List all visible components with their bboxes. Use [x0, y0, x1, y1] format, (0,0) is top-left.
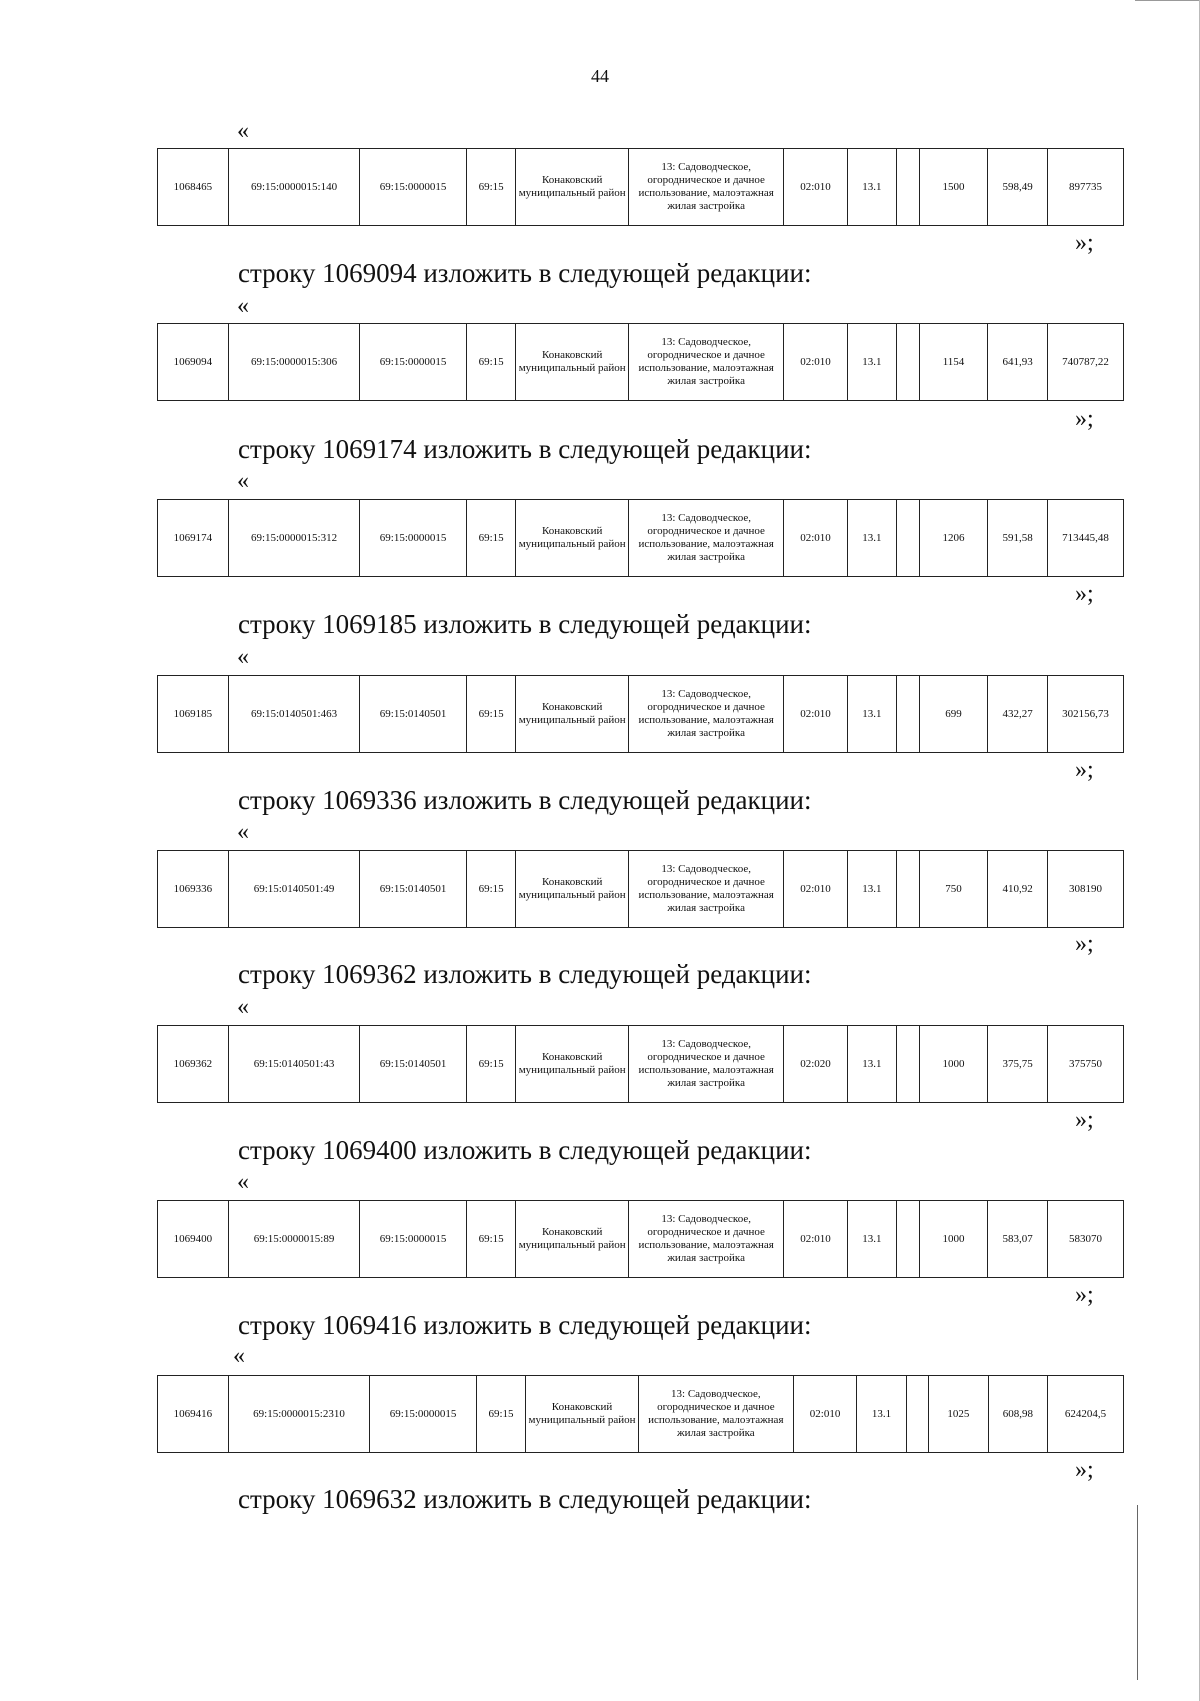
cadastral-quarter-cell: 69:15:0000015	[360, 1201, 467, 1278]
code-cell: 02:010	[793, 1376, 857, 1453]
cadastral-value-cell: 583070	[1047, 1201, 1123, 1278]
cadastral-number-cell: 69:15:0000015:2310	[228, 1376, 370, 1453]
land-use-type-cell: 13: Садоводческое, огородническое и дачное использование, малоэтажная жилая застройка	[629, 1201, 784, 1278]
amendment-instruction: строку 1069632 изложить в следующей редакции:	[238, 1484, 812, 1514]
land-plot-table	[157, 1200, 1124, 1278]
specific-value-cell: 598,49	[988, 149, 1048, 226]
group-cell: 13.1	[847, 851, 896, 928]
record-id-cell: 1069336	[158, 851, 229, 928]
cadastral-value-cell: 713445,48	[1047, 500, 1123, 577]
cadastral-value-cell: 624204,5	[1048, 1376, 1124, 1453]
cadastral-district-cell: 69:15	[466, 324, 515, 401]
cadastral-number-cell: 69:15:0000015:140	[228, 149, 359, 226]
land-plot-table	[157, 323, 1124, 401]
opening-quote: «	[237, 819, 249, 845]
area-cell: 750	[919, 851, 988, 928]
municipality-cell: Конаковский муниципальный район	[516, 149, 629, 226]
cadastral-number-cell: 69:15:0140501:463	[228, 676, 359, 753]
cadastral-number-cell: 69:15:0140501:43	[228, 1026, 359, 1103]
land-use-type-cell: 13: Садоводческое, огородническое и дачное использование, малоэтажная жилая застройка	[629, 324, 784, 401]
area-cell: 1206	[919, 500, 988, 577]
scan-edge-mark	[1137, 1505, 1138, 1680]
specific-value-cell: 375,75	[988, 1026, 1048, 1103]
area-cell: 699	[919, 676, 988, 753]
code-cell: 02:010	[784, 851, 848, 928]
amendment-instruction: строку 1069400 изложить в следующей редакции:	[238, 1135, 812, 1165]
land-use-type-cell: 13: Садоводческое, огородническое и дачное использование, малоэтажная жилая застройка	[629, 500, 784, 577]
record-id-cell: 1068465	[158, 149, 229, 226]
amendment-instruction: строку 1069174 изложить в следующей редакции:	[238, 434, 812, 464]
cadastral-number-cell: 69:15:0000015:312	[228, 500, 359, 577]
land-use-type-cell: 13: Садоводческое, огородническое и дачное использование, малоэтажная жилая застройка	[629, 851, 784, 928]
table-row	[158, 851, 1124, 928]
table-row	[158, 1201, 1124, 1278]
group-cell: 13.1	[847, 1201, 896, 1278]
table-row	[158, 500, 1124, 577]
closing-quote: »;	[1075, 931, 1094, 957]
group-cell: 13.1	[847, 149, 896, 226]
cadastral-number-cell: 69:15:0000015:306	[228, 324, 359, 401]
municipality-cell: Конаковский муниципальный район	[516, 1201, 629, 1278]
table-row	[158, 324, 1124, 401]
closing-quote: »;	[1075, 581, 1094, 607]
code-cell: 02:020	[784, 1026, 848, 1103]
cadastral-quarter-cell: 69:15:0140501	[360, 1026, 467, 1103]
municipality-cell: Конаковский муниципальный район	[516, 500, 629, 577]
code-cell: 02:010	[784, 676, 848, 753]
opening-quote: «	[237, 293, 249, 319]
empty-cell-cell	[897, 149, 920, 226]
municipality-cell: Конаковский муниципальный район	[526, 1376, 639, 1453]
opening-quote: «	[237, 644, 249, 670]
cadastral-district-cell: 69:15	[466, 1201, 515, 1278]
cadastral-value-cell: 740787,22	[1047, 324, 1123, 401]
area-cell: 1000	[919, 1026, 988, 1103]
empty-cell-cell	[897, 676, 920, 753]
land-plot-table	[157, 675, 1124, 753]
specific-value-cell: 641,93	[988, 324, 1048, 401]
land-plot-table	[157, 499, 1124, 577]
opening-quote: «	[237, 468, 249, 494]
code-cell: 02:010	[784, 324, 848, 401]
area-cell: 1025	[929, 1376, 988, 1453]
empty-cell-cell	[897, 1201, 920, 1278]
opening-quote: «	[233, 1343, 245, 1369]
table-row	[158, 1026, 1124, 1103]
code-cell: 02:010	[784, 149, 848, 226]
scan-edge-mark	[1135, 0, 1200, 1]
cadastral-quarter-cell: 69:15:0140501	[360, 676, 467, 753]
group-cell: 13.1	[847, 1026, 896, 1103]
cadastral-number-cell: 69:15:0000015:89	[228, 1201, 359, 1278]
cadastral-value-cell: 302156,73	[1047, 676, 1123, 753]
amendment-instruction: строку 1069185 изложить в следующей редакции:	[238, 609, 812, 639]
amendment-instruction: строку 1069094 изложить в следующей редакции:	[238, 258, 812, 288]
cadastral-district-cell: 69:15	[466, 676, 515, 753]
table-row	[158, 1376, 1124, 1453]
municipality-cell: Конаковский муниципальный район	[516, 1026, 629, 1103]
cadastral-quarter-cell: 69:15:0000015	[360, 149, 467, 226]
land-plot-table	[157, 1375, 1124, 1453]
closing-quote: »;	[1075, 1107, 1094, 1133]
land-plot-table	[157, 148, 1124, 226]
cadastral-quarter-cell: 69:15:0140501	[360, 851, 467, 928]
group-cell: 13.1	[857, 1376, 906, 1453]
closing-quote: »;	[1075, 406, 1094, 432]
group-cell: 13.1	[847, 500, 896, 577]
land-use-type-cell: 13: Садоводческое, огородническое и дачное использование, малоэтажная жилая застройка	[629, 1026, 784, 1103]
specific-value-cell: 432,27	[988, 676, 1048, 753]
record-id-cell: 1069094	[158, 324, 229, 401]
amendment-instruction: строку 1069362 изложить в следующей редакции:	[238, 959, 812, 989]
area-cell: 1000	[919, 1201, 988, 1278]
record-id-cell: 1069174	[158, 500, 229, 577]
cadastral-district-cell: 69:15	[466, 500, 515, 577]
table-row	[158, 676, 1124, 753]
amendment-instruction: строку 1069336 изложить в следующей редакции:	[238, 785, 812, 815]
closing-quote: »;	[1075, 1457, 1094, 1483]
table-row	[158, 149, 1124, 226]
cadastral-value-cell: 308190	[1047, 851, 1123, 928]
cadastral-value-cell: 897735	[1047, 149, 1123, 226]
closing-quote: »;	[1075, 757, 1094, 783]
land-plot-table	[157, 850, 1124, 928]
area-cell: 1154	[919, 324, 988, 401]
empty-cell-cell	[897, 1026, 920, 1103]
record-id-cell: 1069185	[158, 676, 229, 753]
page-number: 44	[591, 66, 609, 86]
opening-quote: «	[237, 994, 249, 1020]
cadastral-quarter-cell: 69:15:0000015	[370, 1376, 477, 1453]
land-plot-table	[157, 1025, 1124, 1103]
specific-value-cell: 410,92	[988, 851, 1048, 928]
specific-value-cell: 608,98	[988, 1376, 1047, 1453]
empty-cell-cell	[906, 1376, 929, 1453]
cadastral-quarter-cell: 69:15:0000015	[360, 500, 467, 577]
code-cell: 02:010	[784, 1201, 848, 1278]
cadastral-quarter-cell: 69:15:0000015	[360, 324, 467, 401]
municipality-cell: Конаковский муниципальный район	[516, 851, 629, 928]
cadastral-district-cell: 69:15	[476, 1376, 525, 1453]
opening-quote: «	[237, 118, 249, 144]
area-cell: 1500	[919, 149, 988, 226]
cadastral-district-cell: 69:15	[466, 1026, 515, 1103]
cadastral-district-cell: 69:15	[466, 149, 515, 226]
opening-quote: «	[237, 1169, 249, 1195]
group-cell: 13.1	[847, 324, 896, 401]
municipality-cell: Конаковский муниципальный район	[516, 324, 629, 401]
specific-value-cell: 583,07	[988, 1201, 1048, 1278]
land-use-type-cell: 13: Садоводческое, огородническое и дачное использование, малоэтажная жилая застройка	[638, 1376, 793, 1453]
empty-cell-cell	[897, 851, 920, 928]
municipality-cell: Конаковский муниципальный район	[516, 676, 629, 753]
land-use-type-cell: 13: Садоводческое, огородническое и дачное использование, малоэтажная жилая застройка	[629, 676, 784, 753]
specific-value-cell: 591,58	[988, 500, 1048, 577]
amendment-instruction: строку 1069416 изложить в следующей редакции:	[238, 1310, 812, 1340]
empty-cell-cell	[897, 500, 920, 577]
empty-cell-cell	[897, 324, 920, 401]
cadastral-value-cell: 375750	[1047, 1026, 1123, 1103]
record-id-cell: 1069400	[158, 1201, 229, 1278]
cadastral-district-cell: 69:15	[466, 851, 515, 928]
code-cell: 02:010	[784, 500, 848, 577]
cadastral-number-cell: 69:15:0140501:49	[228, 851, 359, 928]
land-use-type-cell: 13: Садоводческое, огородническое и дачное использование, малоэтажная жилая застройка	[629, 149, 784, 226]
group-cell: 13.1	[847, 676, 896, 753]
record-id-cell: 1069416	[158, 1376, 229, 1453]
record-id-cell: 1069362	[158, 1026, 229, 1103]
closing-quote: »;	[1075, 1282, 1094, 1308]
closing-quote: »;	[1075, 230, 1094, 256]
